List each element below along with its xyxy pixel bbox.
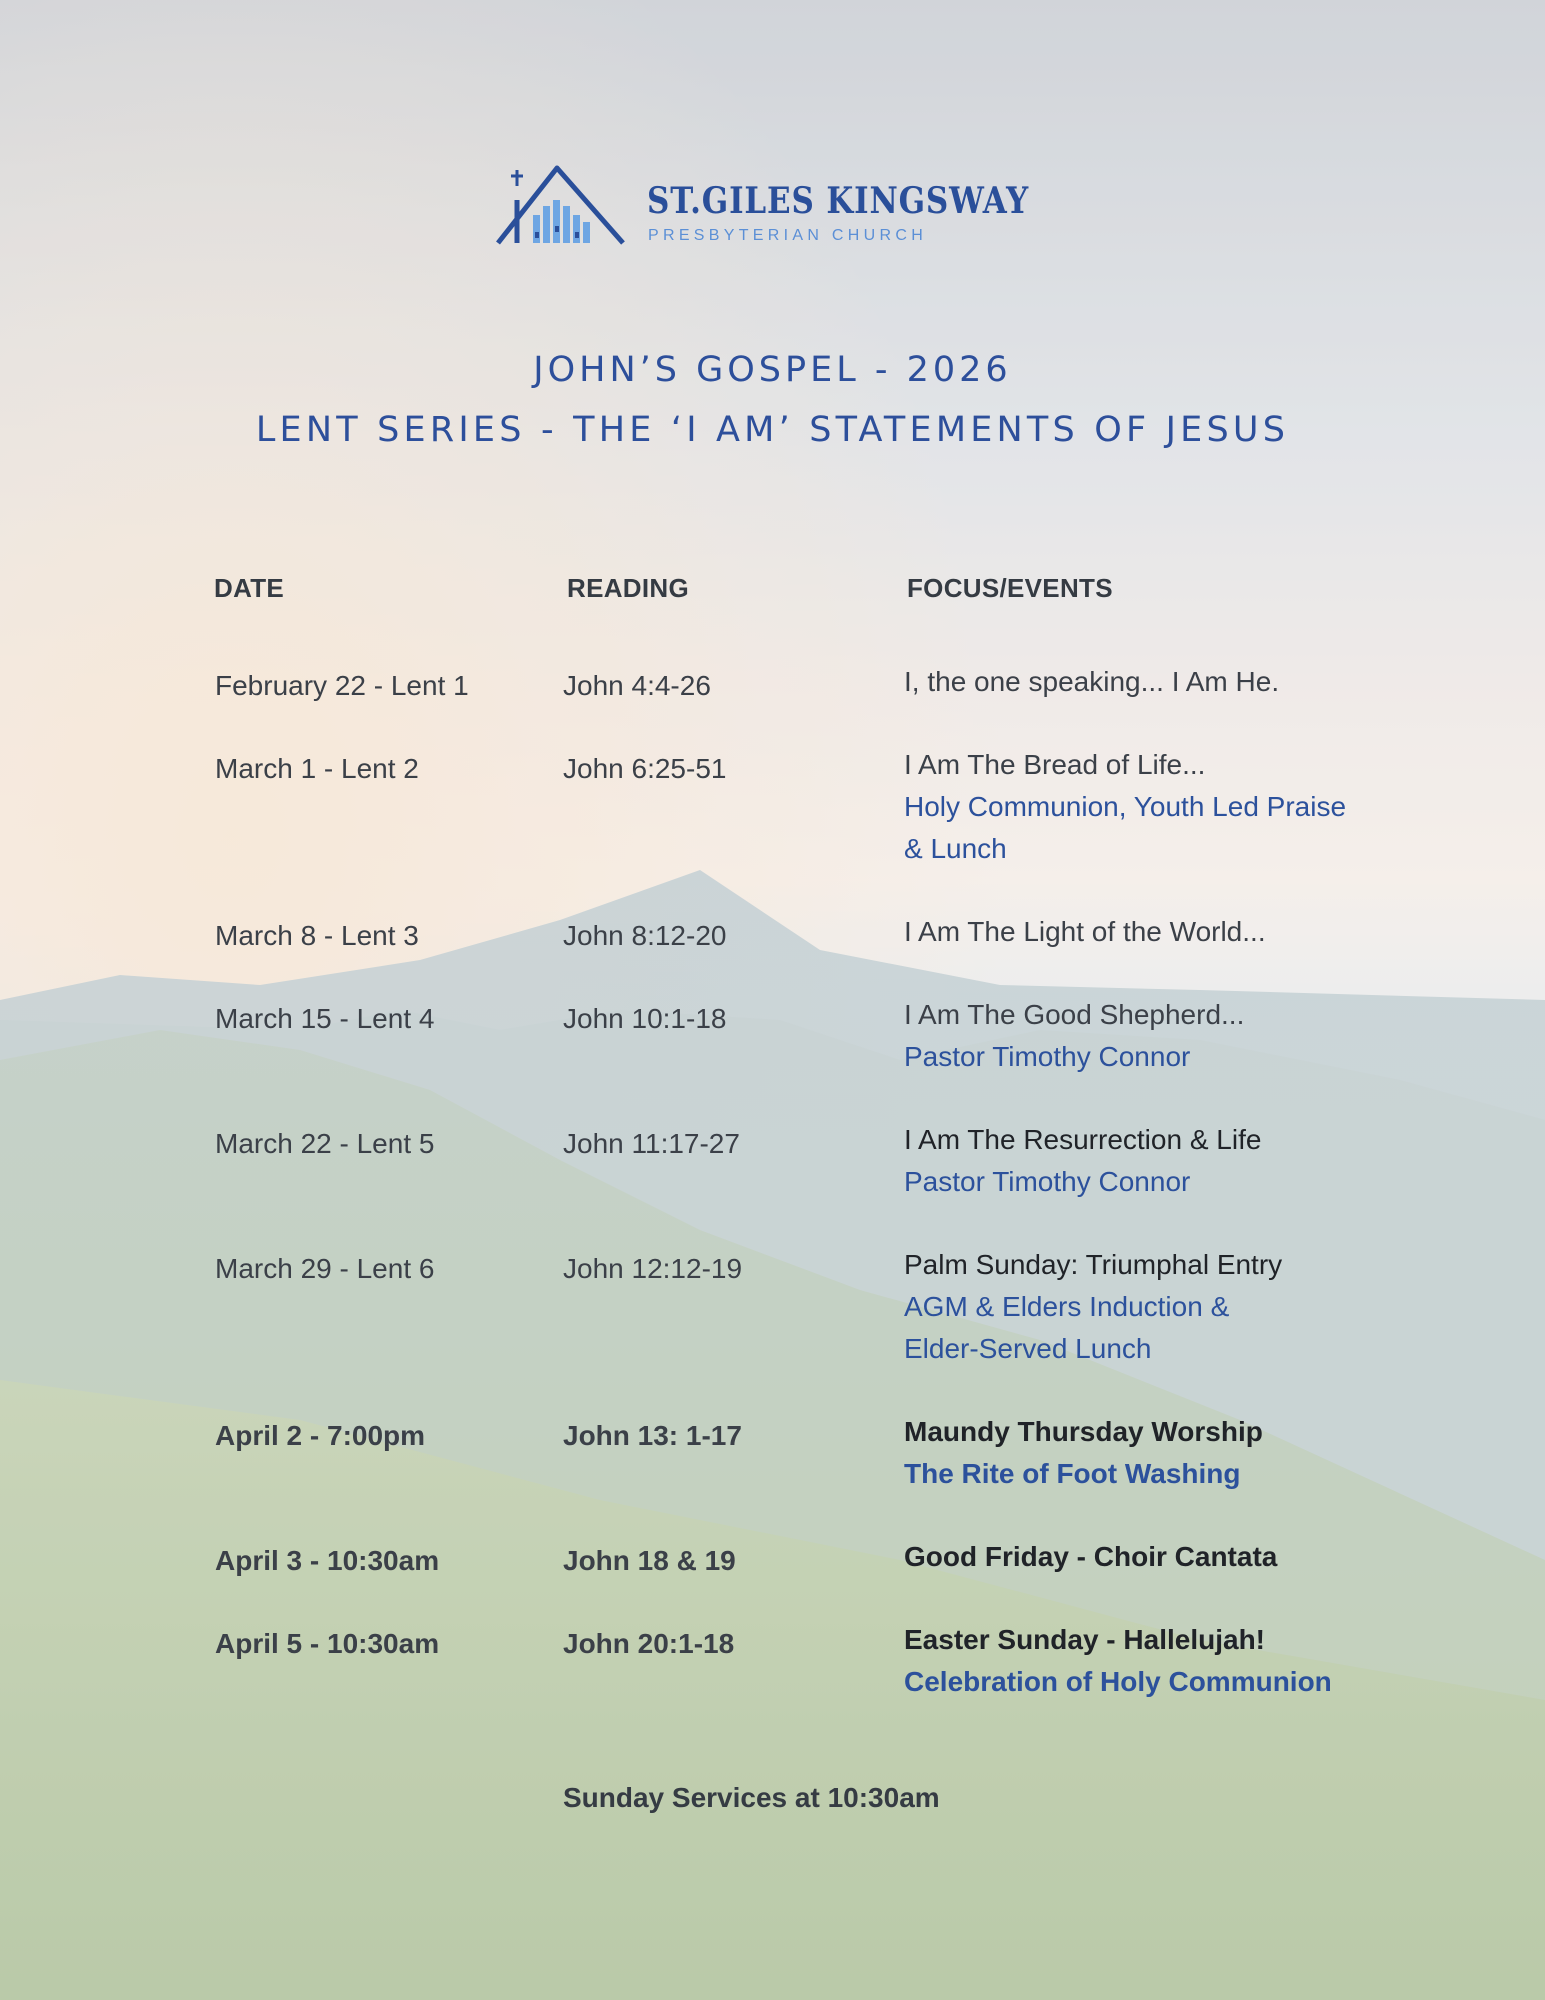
row-date: April 5 - 10:30am xyxy=(215,1628,440,1659)
row-focus: I Am The Resurrection & Life xyxy=(904,1124,1262,1155)
row-reading: John 6:25-51 xyxy=(563,753,727,784)
row-focus: Easter Sunday - Hallelujah! xyxy=(904,1624,1265,1655)
series-subtitle: LENT SERIES - THE ‘I AM’ STATEMENTS OF JESUS xyxy=(255,410,1290,450)
row-reading: John 12:12-19 xyxy=(563,1253,743,1284)
series-title: JOHN’S GOSPEL - 2026 xyxy=(533,350,1012,390)
row-date: March 8 - Lent 3 xyxy=(215,920,419,951)
row-event: Pastor Timothy Connor xyxy=(904,1041,1191,1072)
row-event: & Lunch xyxy=(904,833,1007,864)
row-reading: John 8:12-20 xyxy=(563,920,727,951)
row-date: April 3 - 10:30am xyxy=(215,1545,440,1576)
row-focus: I, the one speaking... I Am He. xyxy=(904,666,1280,697)
row-event: AGM & Elders Induction & xyxy=(904,1291,1230,1322)
row-event: The Rite of Foot Washing xyxy=(904,1458,1241,1489)
row-date: February 22 - Lent 1 xyxy=(215,670,469,701)
header-focus-events: FOCUS/EVENTS xyxy=(907,573,1113,603)
row-reading: John 13: 1-17 xyxy=(563,1420,742,1451)
row-reading: John 4:4-26 xyxy=(563,670,711,701)
row-reading: John 11:17-27 xyxy=(563,1128,740,1159)
row-focus: I Am The Good Shepherd... xyxy=(904,999,1245,1030)
row-focus: Good Friday - Choir Cantata xyxy=(904,1541,1278,1572)
row-focus: Maundy Thursday Worship xyxy=(904,1416,1263,1447)
header-date: DATE xyxy=(214,573,285,603)
row-focus: I Am The Bread of Life... xyxy=(904,749,1206,780)
row-reading: John 18 & 19 xyxy=(563,1545,736,1576)
row-date: March 15 - Lent 4 xyxy=(215,1003,435,1034)
row-date: March 22 - Lent 5 xyxy=(215,1128,435,1159)
row-reading: John 20:1-18 xyxy=(563,1628,735,1659)
row-event: Celebration of Holy Communion xyxy=(904,1666,1332,1697)
row-event: Elder-Served Lunch xyxy=(904,1333,1152,1364)
church-subtitle: PRESBYTERIAN CHURCH xyxy=(648,227,928,244)
row-date: April 2 - 7:00pm xyxy=(215,1420,426,1451)
row-date: March 29 - Lent 6 xyxy=(215,1253,435,1284)
row-date: March 1 - Lent 2 xyxy=(215,753,419,784)
row-focus: I Am The Light of the World... xyxy=(904,916,1266,947)
row-focus: Palm Sunday: Triumphal Entry xyxy=(904,1249,1283,1280)
row-event: Holy Communion, Youth Led Praise xyxy=(904,791,1347,822)
row-event: Pastor Timothy Connor xyxy=(904,1166,1191,1197)
church-name: ST.GILES KINGSWAY xyxy=(647,180,1030,222)
header-reading: READING xyxy=(567,573,689,603)
row-reading: John 10:1-18 xyxy=(563,1003,727,1034)
service-times-note: Sunday Services at 10:30am xyxy=(563,1782,940,1813)
